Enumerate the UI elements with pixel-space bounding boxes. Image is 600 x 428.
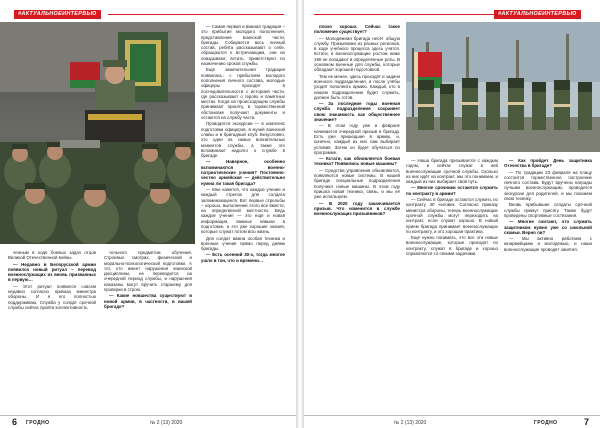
- right-rubric-line: [314, 14, 494, 15]
- left-column-2: [104, 250, 192, 408]
- paragraph: — Самая первая и важная традиция – это прибытие молодого пополнения, представление воинской части, бригады. Собирается весь личный состав, ребята рассказывают о себе, обращаются к встречающим, они не опаздывают, встать, приветствуют по назначению сроков службы.: [201, 24, 285, 67]
- gutter: [296, 0, 304, 428]
- question: — Есть осенний 30-х, тогда многое ушло в тон, что и времени…: [201, 252, 285, 263]
- right-page: [304, 0, 600, 428]
- newspaper-name: ГРОДНО: [534, 420, 558, 426]
- question: — В 2020 году заканчивается призыв. Что изменится в службе военнослужащих призывников?: [314, 200, 400, 217]
- left-rubric: #АКТУАЛЬНОЕИНТЕРВЬЮ: [14, 10, 101, 19]
- question: — Какие новшества существуют в новой армии, в частности, в вашей бригаде?: [104, 293, 192, 309]
- issue-number: № 2 (13) 2020: [394, 420, 427, 426]
- question: — Многие считают, что служить защитником нужно уже со школьной скамьи. Верно ли?: [504, 219, 592, 235]
- right-column-2: [406, 158, 498, 406]
- paragraph: Ещё нужно понимать, что все эти новые военнослужащие, которые приходят по контракту, служат в бригаде и хорошо справляются со своими задачами.: [406, 235, 498, 257]
- question: — Многие срочники остаются служить по контракту в армии?: [406, 185, 498, 196]
- paragraph: тельного предметом обучения. Строевых смотрах, физической и морально-психологической подготовки. А тот, кто имеет нарушения воинской дисциплины, не переводится на очередной период службы, и нарушения наказаны могут вручить старшему для проверки в строю.: [104, 250, 192, 293]
- paragraph: ченным в ходе боевых задач отцов Великой Отечественной войны.: [8, 250, 96, 261]
- paragraph: — Средства управления обновляются, появляются новые системы. В нашей бригаде специальные подразделения получают новые машины. В этом году пришла новая техника, связь, и мы её уже используем.: [314, 167, 400, 200]
- right-column-1: [314, 24, 400, 406]
- paragraph: — Мне кажется, что каждое учение и каждый стрелок для солдата запоминающееся. Вот первые стрельбы – хорошо, выполнение этого все вместе, на определенной местности. Ведь каждое учение — это ещё и новая информация, важные навыки в подготовке, и это уже хорошие знания, которые служат потом всю жизнь.: [201, 186, 285, 235]
- issue-number: № 2 (13) 2020: [150, 420, 183, 426]
- question: — Как пройдет День защитника Отечества в бригаде?: [504, 158, 592, 169]
- paragraph: — Сейчас в бригаде остаются служить по контракту 30 человек. Согласно приказу министра обороны, теперь военнослужащие срочной службы могут переходить на контракт, если служат хорошо. В новый прием бригада принимает военнослужащих по контракту, и это хорошая практика.: [406, 197, 498, 234]
- paragraph: Тем не менее, здесь проходят и задачи военного подразделения, и после учёбы уходят пополнить армию. Каждый, кто в нашем подразделении будет служить, должен быть готов.: [314, 73, 400, 100]
- paragraph: Вновь прибывшие солдаты срочной службы примут присягу. Также будут проведены спортивные состязания.: [504, 202, 592, 218]
- ceremony-photo: [0, 22, 195, 244]
- question: — За последние годы военная служба подразделения сохраняет свою значимость как общественное значение?: [314, 101, 400, 123]
- paragraph: — По традиции 23 февраля на плацу состоится торжественное построение личного состава. Будут вручены награды лучшим военнослужащим, проводятся экскурсии для родителей, и мы покажем свою технику.: [504, 169, 592, 202]
- left-rubric-line: [108, 14, 284, 15]
- right-footer: [304, 415, 600, 428]
- paragraph: — В этом году уже в феврале начинается очередной призыв в бригаду. Есть уже пришедшие в армию, и, конечно, каждый из них сам выбирает условия. Затем он будет обучаться по программе.: [314, 123, 400, 155]
- question: — Кстати, как обновляется боевая техника? Появились новые машины?: [314, 156, 400, 167]
- parade-photo: [406, 22, 600, 152]
- right-column-3: [504, 158, 592, 406]
- left-footer: [0, 415, 296, 428]
- paragraph: Проводятся экскурсии — в комплекс подготовки офицеров, в музей воинской славы и в бригадный клуб. Безусловно, это одни из самых волнительных моментов службы, а также это вспоминают надолго о службе в бригаде.: [201, 121, 285, 159]
- left-page: [0, 0, 296, 428]
- paragraph: — Этот ритуал появился совсем недавно согласно приказа министра обороны. И я его полностью поддерживаю. Служба у солдат срочной службы сейчас пройти коллективность: [8, 283, 96, 310]
- paragraph: — Наша бригада призывается с каждым годом, и сейчас служат в ней военнослужащие срочной службы. Сколько из них идёт на контракт, мы это понимаем, и каждый из них выбирает свой путь.: [406, 158, 498, 185]
- page-number: 7: [584, 417, 590, 427]
- paragraph: — Молодёжная бригада несёт общую службу. Призывники из разных регионов, в ходе учебного процесса здесь учатся. Кстати, в военнослужащие ростом ниже 190 не попадают в определённые роты. В основном военные для службы, которые обладают хорошей подготовкой.: [314, 35, 400, 73]
- question: — Недавно в Белорусской армии появился новый ритуал – перевод военнослужащих из вновь призванных в первую…: [8, 261, 96, 283]
- paragraph: Ещё замечательная традиция появилась: с прибытием молодого пополнения личного состава, молодые офицеры проходят в последовательности с историей части, где рассказывают о героях и памятных местах. Когда на происходящем службы принимают присягу, в торжественной обстановке получают документы и остаются на службу части.: [201, 67, 285, 121]
- left-column-1: [8, 250, 96, 408]
- question: плохо хорошо. Сейчас такое положение существует?: [314, 24, 400, 35]
- question: — Наверное, особенно вспоминаются военно-патриотические учения? Постоянно-честно армейская — действительно нужна ли такая бригада?: [201, 159, 285, 186]
- paragraph: Для солдат важна особая техника и военные учения прямо перед днями бригады.: [201, 235, 285, 252]
- newspaper-name: ГРОДНО: [26, 420, 50, 426]
- paragraph: — Мы активно работаем с юнармейцами и молодёжью, и наши военнослужащие проводят занятия.: [504, 236, 592, 252]
- page-number: 6: [12, 417, 18, 427]
- right-rubric: #АКТУАЛЬНОЕИНТЕРВЬЮ: [494, 10, 581, 19]
- left-column-3: [201, 24, 285, 404]
